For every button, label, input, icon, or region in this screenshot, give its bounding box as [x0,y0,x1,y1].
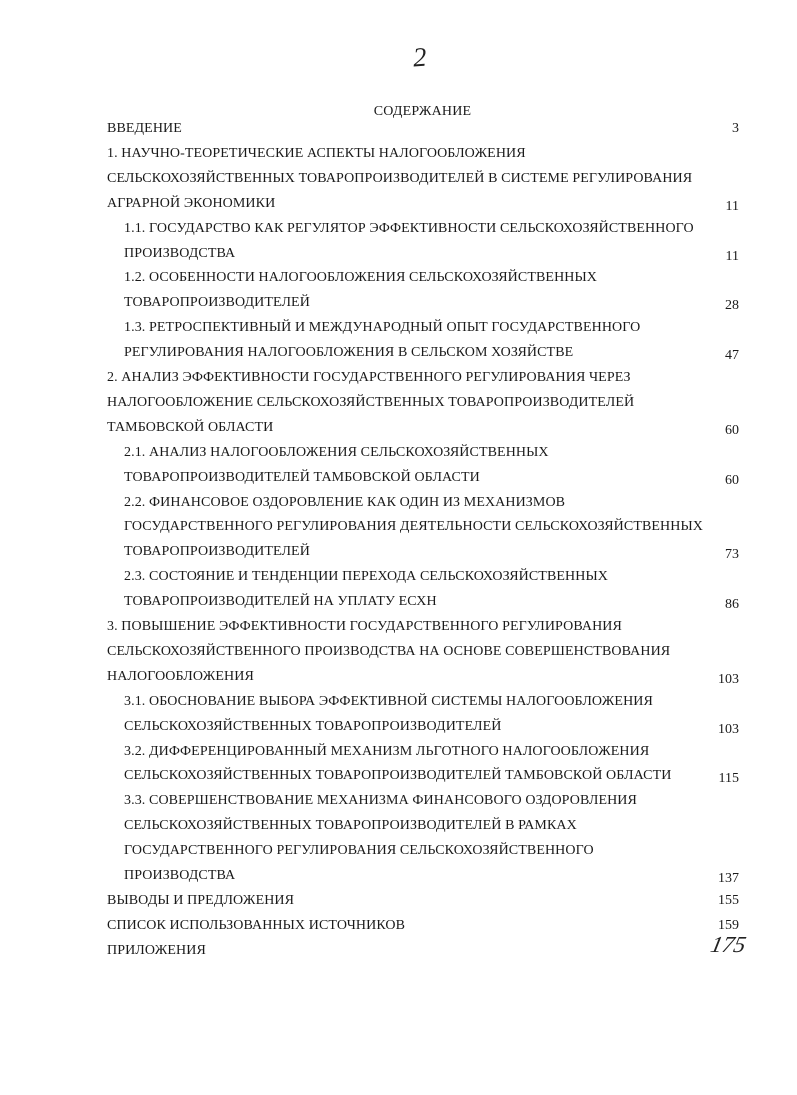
handwritten-page-ref: 175 [708,932,749,957]
toc-entry-line: 2.2. ФИНАНСОВОЕ ОЗДОРОВЛЕНИЕ КАК ОДИН ИЗ МЕХАНИЗМОВ [124,494,566,510]
toc-entry-line: 1. НАУЧНО-ТЕОРЕТИЧЕСКИЕ АСПЕКТЫ НАЛОГООБЛОЖЕНИЯ [107,145,526,161]
toc-page-number: 159 [718,917,739,933]
toc-entry-line: 1.2. ОСОБЕННОСТИ НАЛОГООБЛОЖЕНИЯ СЕЛЬСКОХОЗЯЙСТВЕННЫХ [124,270,598,286]
toc-entry-line: ВВЕДЕНИЕ [107,121,182,136]
toc-page-number: 86 [725,597,739,613]
toc-entry-line: НАЛОГООБЛОЖЕНИЯ [107,668,254,684]
toc-entry-line: СЕЛЬСКОХОЗЯЙСТВЕННЫХ ТОВАРОПРОИЗВОДИТЕЛЕЙ [124,718,502,734]
toc-entry-line: 2.3. СОСТОЯНИЕ И ТЕНДЕНЦИИ ПЕРЕХОДА СЕЛЬСКОХОЗЯЙСТВЕННЫХ [124,569,608,585]
toc-entry-line: 3. ПОВЫШЕНИЕ ЭФФЕКТИВНОСТИ ГОСУДАРСТВЕННОГО РЕГУЛИРОВАНИЯ [107,619,622,634]
toc-entry-line: 1.1. ГОСУДАРСТВО КАК РЕГУЛЯТОР ЭФФЕКТИВНОСТИ СЕЛЬСКОХОЗЯЙСТВЕННОГО [124,220,694,236]
toc-page-number: 28 [725,298,739,314]
toc-entry-line: ТОВАРОПРОИЗВОДИТЕЛЕЙ ТАМБОВСКОЙ ОБЛАСТИ [124,469,480,485]
toc-entry-line: СЕЛЬСКОХОЗЯЙСТВЕННЫХ ТОВАРОПРОИЗВОДИТЕЛЕЙ В РАМКАХ [124,818,577,834]
toc-page-number: 11 [725,198,739,214]
toc-entry-line: ПРОИЗВОДСТВА [124,868,236,883]
toc-page-number: 3 [732,121,739,136]
toc-page-number: 60 [725,422,739,438]
toc-entry-line: СЕЛЬСКОХОЗЯЙСТВЕННОГО ПРОИЗВОДСТВА НА ОСНОВЕ СОВЕРШЕНСТВОВАНИЯ [107,643,671,659]
toc-entry-line: АГРАРНОЙ ЭКОНОМИКИ [107,195,276,211]
toc-entry-line: 1.3. РЕТРОСПЕКТИВНЫЙ И МЕЖДУНАРОДНЫЙ ОПЫТ ГОСУДАРСТВЕННОГО [124,320,641,336]
toc-entry-line: СЕЛЬСКОХОЗЯЙСТВЕННЫХ ТОВАРОПРОИЗВОДИТЕЛЕЙ В СИСТЕМЕ РЕГУЛИРОВАНИЯ [107,170,693,186]
handwritten-page-number: 2 [411,41,428,73]
toc-entry-line: ТОВАРОПРОИЗВОДИТЕЛЕЙ [124,295,310,311]
toc-entry-line: РЕГУЛИРОВАНИЯ НАЛОГООБЛОЖЕНИЯ В СЕЛЬСКОМ ХОЗЯЙСТВЕ [124,345,574,361]
toc-entry-line: ПРИЛОЖЕНИЯ [107,942,206,958]
toc-page-number: 155 [718,892,739,908]
toc-page-number: 73 [725,547,739,563]
toc-entry-line: 3.2. ДИФФЕРЕНЦИРОВАННЫЙ МЕХАНИЗМ ЛЬГОТНОГО НАЛОГООБЛОЖЕНИЯ [124,743,650,759]
toc-entry-line: ТАМБОВСКОЙ ОБЛАСТИ [107,419,274,435]
toc-entry-line: 2. АНАЛИЗ ЭФФЕКТИВНОСТИ ГОСУДАРСТВЕННОГО РЕГУЛИРОВАНИЯ ЧЕРЕЗ [107,370,631,385]
toc-entry-line: 2.1. АНАЛИЗ НАЛОГООБЛОЖЕНИЯ СЕЛЬСКОХОЗЯЙСТВЕННЫХ [124,444,549,460]
toc-page-number: 103 [718,721,739,737]
toc-page-number: 11 [725,248,739,264]
toc-page-number: 137 [718,871,739,886]
toc-entry-line: ТОВАРОПРОИЗВОДИТЕЛЕЙ НА УПЛАТУ ЕСХН [124,594,437,610]
toc-entry-line: ТОВАРОПРОИЗВОДИТЕЛЕЙ [124,544,310,560]
toc-page-number: 47 [725,348,739,364]
toc-page-number: 60 [725,472,739,488]
toc-entry-line: СЕЛЬСКОХОЗЯЙСТВЕННЫХ ТОВАРОПРОИЗВОДИТЕЛЕЙ ТАМБОВСКОЙ ОБЛАСТИ [124,768,672,784]
toc-entry-line: НАЛОГООБЛОЖЕНИЕ СЕЛЬСКОХОЗЯЙСТВЕННЫХ ТОВАРОПРОИЗВОДИТЕЛЕЙ [107,394,635,410]
toc-entry-line: ПРОИЗВОДСТВА [124,245,236,261]
toc-entry-line: ВЫВОДЫ И ПРЕДЛОЖЕНИЯ [107,892,295,908]
toc-entry-line: ГОСУДАРСТВЕННОГО РЕГУЛИРОВАНИЯ ДЕЯТЕЛЬНОСТИ СЕЛЬСКОХОЗЯЙСТВЕННЫХ [124,519,703,535]
toc-entry-line: 3.1. ОБОСНОВАНИЕ ВЫБОРА ЭФФЕКТИВНОЙ СИСТЕМЫ НАЛОГООБЛОЖЕНИЯ [124,693,653,709]
toc-entry-line: ГОСУДАРСТВЕННОГО РЕГУЛИРОВАНИЯ СЕЛЬСКОХОЗЯЙСТВЕННОГО [124,843,594,859]
toc-page-number: 103 [718,671,739,687]
toc-entry-line: 3.3. СОВЕРШЕНСТВОВАНИЕ МЕХАНИЗМА ФИНАНСОВОГО ОЗДОРОВЛЕНИЯ [124,793,637,809]
toc-title: СОДЕРЖАНИЕ [373,104,472,119]
toc-entry-line: СПИСОК ИСПОЛЬЗОВАННЫХ ИСТОЧНИКОВ [107,917,406,933]
toc-page-number: 115 [718,771,739,787]
